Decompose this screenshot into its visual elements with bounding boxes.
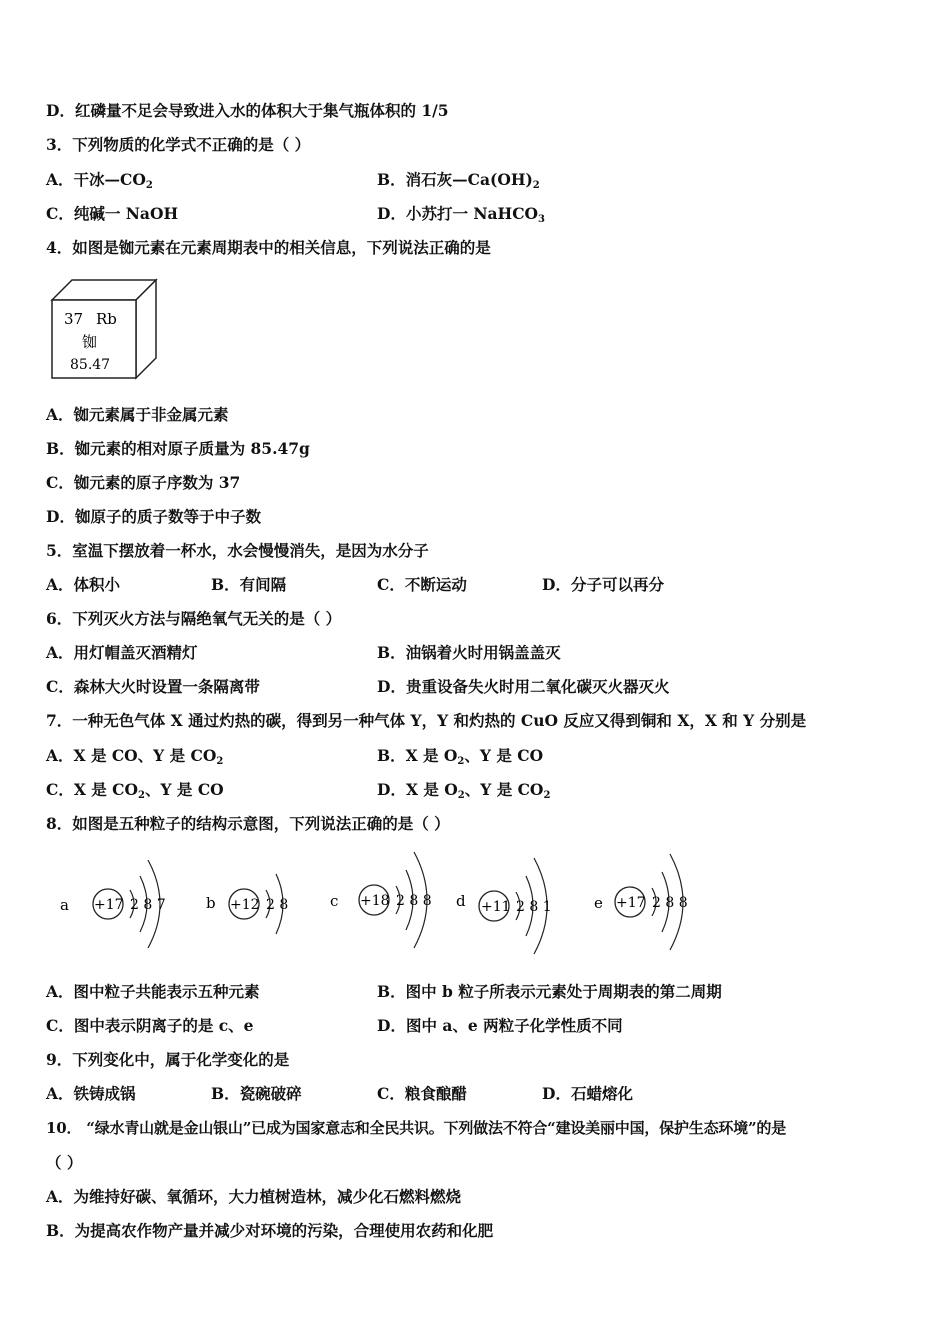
q7-a-text: A．X 是 CO、Y 是 CO <box>46 746 217 765</box>
q7-c-text1: C．X 是 CO <box>46 780 138 799</box>
q6-option-c: C．森林大火时设置一条隔离带 <box>46 677 260 696</box>
q7-option-c <box>46 780 224 806</box>
q2-option-d: D．红磷量不足会导致进入水的体积大于集气瓶体积的 1/5 <box>46 101 449 120</box>
element-number: 37 <box>64 310 84 328</box>
q9-option-d: D．石蜡熔化 <box>542 1084 633 1103</box>
q7-b-sub: 2 <box>457 756 465 767</box>
particle-e-nucleus: +17 <box>616 895 646 911</box>
q4-option-b: B．铷元素的相对原子质量为 85.47g <box>46 439 310 458</box>
q3-a-text: A．干冰—CO <box>46 170 146 189</box>
q8-option-d: D．图中 a、e 两粒子化学性质不同 <box>377 1016 623 1035</box>
particle-a-label: a <box>60 896 69 914</box>
q9-option-b: B．瓷碗破碎 <box>211 1084 302 1103</box>
q10-option-a: A．为维持好碳、氧循环，大力植树造林，减少化石燃料燃烧 <box>46 1187 462 1206</box>
q7-c-text2: 、Y 是 CO <box>144 780 224 799</box>
q7-option-d <box>377 780 550 806</box>
q3-option-a <box>46 170 153 196</box>
q7-d-text1: D．X 是 O <box>377 780 458 799</box>
q10-paren: （ ） <box>46 1153 83 1172</box>
q10-option-b: B．为提高农作物产量并减少对环境的污染，合理使用农药和化肥 <box>46 1221 494 1240</box>
q9-option-a: A．铁铸成锅 <box>46 1084 136 1103</box>
q7-option-b <box>377 746 543 772</box>
q6-option-d: D．贵重设备失火时用二氧化碳灭火器灭火 <box>377 677 670 696</box>
q5-option-c: C．不断运动 <box>377 575 467 594</box>
particle-c-shells: 2 8 8 <box>396 893 432 909</box>
particle-c <box>330 852 432 948</box>
particle-e-shells: 2 8 8 <box>652 895 688 911</box>
q5-option-a: A．体积小 <box>46 575 121 594</box>
q7-d-sub2: 2 <box>543 790 551 801</box>
q7-d-sub1: 2 <box>457 790 465 801</box>
particle-a <box>60 860 166 948</box>
q5-option-b: B．有间隔 <box>211 575 287 594</box>
particle-d-shells: 2 8 1 <box>516 899 552 915</box>
particle-d <box>456 858 552 954</box>
particle-c-label: c <box>330 892 339 910</box>
element-mass: 85.47 <box>70 357 111 373</box>
q8-option-b: B．图中 b 粒子所表示元素处于周期表的第二周期 <box>377 982 722 1001</box>
element-symbol: Rb <box>96 310 117 328</box>
q10-stem: 10． “绿水青山就是金山银山”已成为国家意志和全民共识。下列做法不符合“建设美丽中国，保护生态环境”的是 <box>46 1119 787 1137</box>
q3-option-d <box>377 204 545 230</box>
rubidium-element-card <box>46 276 162 384</box>
q6-option-b: B．油锅着火时用锅盖盖灭 <box>377 643 561 662</box>
particle-b <box>206 874 288 934</box>
q7-option-a <box>46 746 223 772</box>
q3-option-c: C．纯碱一 NaOH <box>46 204 179 223</box>
q3-b-sub: 2 <box>532 180 540 191</box>
q3-option-b <box>377 170 540 196</box>
q8-option-c: C．图中表示阴离子的是 c、e <box>46 1016 254 1035</box>
q3-stem: 3．下列物质的化学式不正确的是（ ） <box>46 135 311 154</box>
element-name: 铷 <box>82 333 98 351</box>
particle-e <box>594 854 688 950</box>
q6-option-a: A．用灯帽盖灭酒精灯 <box>46 643 198 662</box>
particle-structure-diagrams <box>50 846 710 964</box>
q7-b-text2: 、Y 是 CO <box>464 746 544 765</box>
particle-e-label: e <box>594 894 603 912</box>
q8-option-a: A．图中粒子共能表示五种元素 <box>46 982 260 1001</box>
q5-option-d: D．分子可以再分 <box>542 575 664 594</box>
q4-stem: 4．如图是铷元素在元素周期表中的相关信息，下列说法正确的是 <box>46 238 491 257</box>
q3-a-sub: 2 <box>145 180 153 191</box>
q8-stem: 8．如图是五种粒子的结构示意图，下列说法正确的是（ ） <box>46 814 450 833</box>
q7-b-text1: B．X 是 O <box>377 746 458 765</box>
particle-d-label: d <box>456 892 466 910</box>
q4-option-a: A．铷元素属于非金属元素 <box>46 405 229 424</box>
particle-b-shells: 2 8 <box>266 897 289 913</box>
q7-c-sub: 2 <box>138 790 145 801</box>
q7-d-text2: 、Y 是 CO <box>464 780 544 799</box>
q7-a-sub: 2 <box>216 756 224 767</box>
particle-b-nucleus: +12 <box>230 897 260 913</box>
particle-a-shells: 2 8 7 <box>130 897 166 913</box>
particle-c-nucleus: +18 <box>360 893 390 909</box>
q3-d-sub: 3 <box>538 214 546 225</box>
q7-stem: 7．一种无色气体 X 通过灼热的碳，得到另一种气体 Y，Y 和灼热的 CuO 反应又得到铜和 X，X 和 Y 分别是 <box>46 711 807 730</box>
q4-option-c: C．铷元素的原子序数为 37 <box>46 473 241 492</box>
q6-stem: 6．下列灭火方法与隔绝氧气无关的是（ ） <box>46 609 342 628</box>
q3-b-text: B．消石灰—Ca(OH) <box>377 170 533 189</box>
particle-a-nucleus: +17 <box>94 897 124 913</box>
q4-option-d: D．铷原子的质子数等于中子数 <box>46 507 261 526</box>
q9-option-c: C．粮食酿醋 <box>377 1084 467 1103</box>
q5-stem: 5．室温下摆放着一杯水，水会慢慢消失，是因为水分子 <box>46 541 429 560</box>
q3-d-text: D．小苏打一 NaHCO <box>377 204 539 223</box>
particle-d-nucleus: +11 <box>481 899 511 915</box>
q9-stem: 9．下列变化中，属于化学变化的是 <box>46 1050 290 1069</box>
particle-b-label: b <box>206 894 216 912</box>
